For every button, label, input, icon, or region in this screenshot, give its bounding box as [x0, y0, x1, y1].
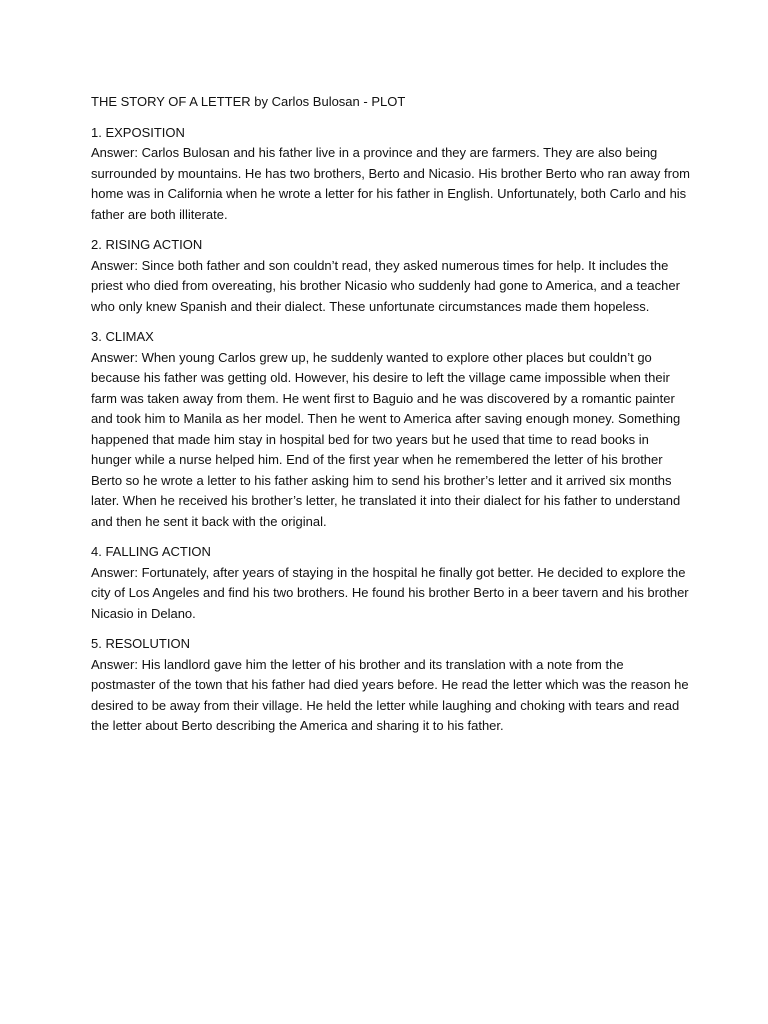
section-heading: 1. EXPOSITION: [91, 124, 185, 140]
section-resolution: [91, 634, 691, 737]
section-heading: 5. RESOLUTION: [91, 636, 190, 651]
section-exposition: [91, 123, 691, 226]
section-heading: 3. CLIMAX: [91, 329, 154, 344]
section-heading: 4. FALLING ACTION: [91, 544, 211, 559]
section-answer: Answer: When young Carlos grew up, he suddenly wanted to explore other places but couldn’t go because his father was getting old. However, his desire to left the village came impossible when their farm was taken away from them. He went first to Baguio and he was discovered by a romantic painter and took him to Manila as her model. Then he went to America after saving enough money. Something happened that made him stay in hospital bed for two years but he used that time to read books in hunger while a nurse helped him. End of the first year when he remembered the letter of his brother Berto so he wrote a letter to his father asking him to send his brother’s letter and it arrived six months later. When he received his brother’s letter, he translated it into their dialect for his father to understand and then he sent it back with the original.: [91, 349, 681, 529]
document-title: THE STORY OF A LETTER by Carlos Bulosan - PLOT: [91, 94, 406, 109]
section-answer: Answer: Fortunately, after years of staying in the hospital he finally got better. He decided to explore the city of Los Angeles and find his two brothers. He found his brother Berto in a beer tavern and his brother Nicasio in Delano.: [91, 564, 689, 621]
section-falling-action: [91, 542, 691, 624]
document-page: [91, 92, 691, 747]
section-heading: 2. RISING ACTION: [91, 237, 203, 252]
section-answer: Answer: Carlos Bulosan and his father live in a province and they are farmers. They are also being surrounded by mountains. He has two brothers, Berto and Nicasio. His brother Berto who ran away from home was in California when he wrote a letter for his father in English. Unfortunately, both Carlo and his father are both illiterate.: [91, 145, 691, 222]
section-answer: Answer: His landlord gave him the letter of his brother and its translation with a note from the postmaster of the town that his father had died years before. He read the letter which was the reason he desired to be away from their village. He held the letter while laughing and choking with tears and read the letter about Berto describing the America and sharing it to his father.: [91, 656, 689, 733]
section-climax: [91, 327, 691, 532]
section-answer: Answer: Since both father and son couldn’t read, they asked numerous times for help. It includes the priest who died from overeating, his brother Nicasio who suddenly had gone to America, and a teacher who only knew Spanish and their dialect. These unfortunate circumstances made them hopeless.: [91, 257, 680, 314]
section-rising-action: [91, 235, 691, 317]
